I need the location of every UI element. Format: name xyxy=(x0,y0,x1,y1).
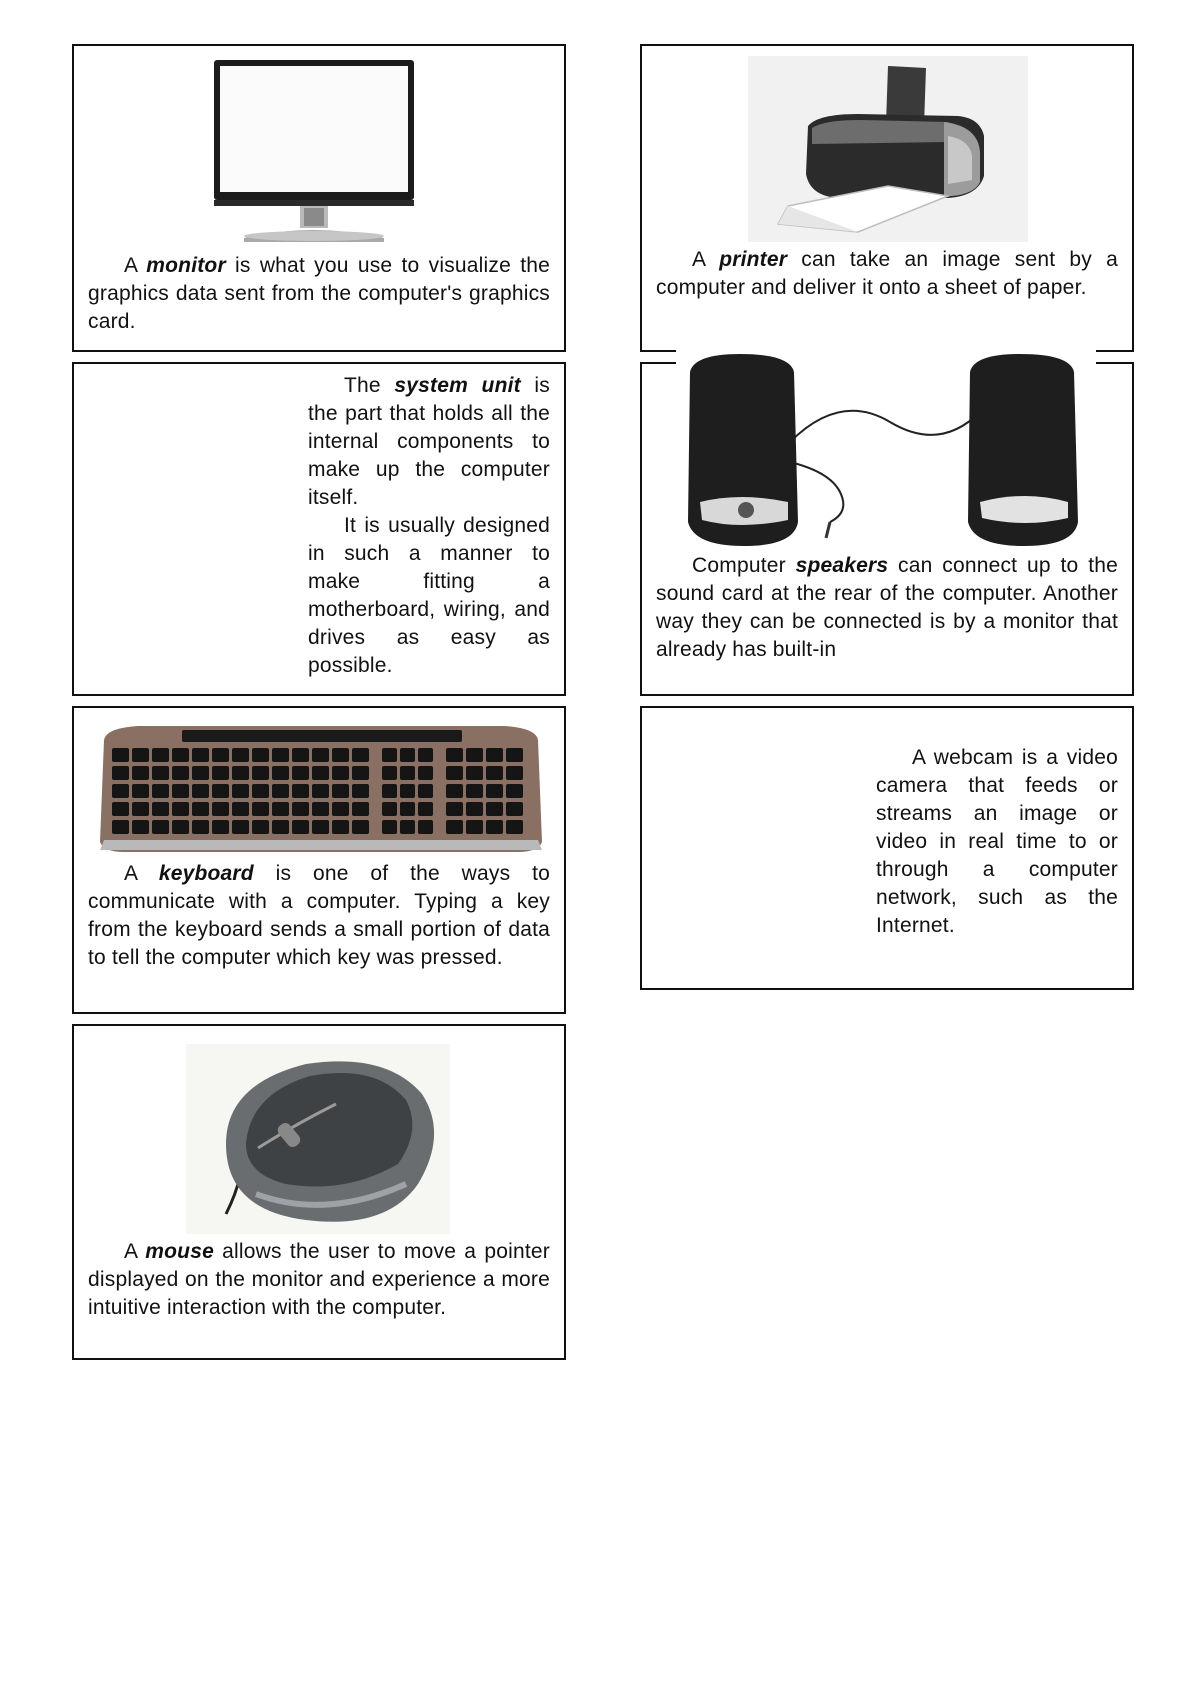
printer-term: printer xyxy=(719,248,788,271)
system-unit-paragraph-2: It is usually designed in such a manner to make fitting a motherboard, wiring, and drives as easy as possible. xyxy=(308,514,550,677)
printer-description: A printer can take an image sent by a computer and deliver it onto a sheet of paper. xyxy=(656,248,1118,299)
webcam-card xyxy=(640,706,1134,990)
keyboard-card xyxy=(72,706,566,1014)
mouse-description: A mouse allows the user to move a pointer displayed on the monitor and experience a more intuitive interaction with the computer. xyxy=(88,1240,550,1319)
system-unit-description: The system unit is the part that holds all the internal components to make up the computer itself. It is usually designed in such a manner to make fitting a motherboard, wiring, and drives as easy as possible. xyxy=(308,372,550,680)
printer-card xyxy=(640,44,1134,352)
keyboard-term: keyboard xyxy=(158,862,254,885)
mouse-image xyxy=(186,1044,450,1234)
monitor-description: A monitor is what you use to visualize the graphics data sent from the computer's graphics card. xyxy=(88,254,550,333)
monitor-term: monitor xyxy=(146,254,226,277)
monitor-image xyxy=(204,58,424,244)
speakers-image xyxy=(680,352,1090,548)
speakers-description: Computer speakers can connect up to the sound card at the rear of the computer. Another way they can be connected is by a monitor that already has built-in xyxy=(656,554,1118,661)
monitor-card xyxy=(72,44,566,352)
webcam-description: A webcam is a video camera that feeds or streams an image or video in real time to or through a computer network, such as the Internet. xyxy=(876,746,1118,937)
system-unit-card xyxy=(72,362,566,696)
printer-image xyxy=(748,56,1028,242)
speakers-term: speakers xyxy=(795,554,889,577)
keyboard-image xyxy=(98,722,544,854)
keyboard-description: A keyboard is one of the ways to communicate with a computer. Typing a key from the keyboard sends a small portion of data to tell the computer which key was pressed. xyxy=(88,862,550,969)
system-unit-term: system unit xyxy=(394,374,521,397)
mouse-card xyxy=(72,1024,566,1360)
mouse-term: mouse xyxy=(145,1240,214,1263)
